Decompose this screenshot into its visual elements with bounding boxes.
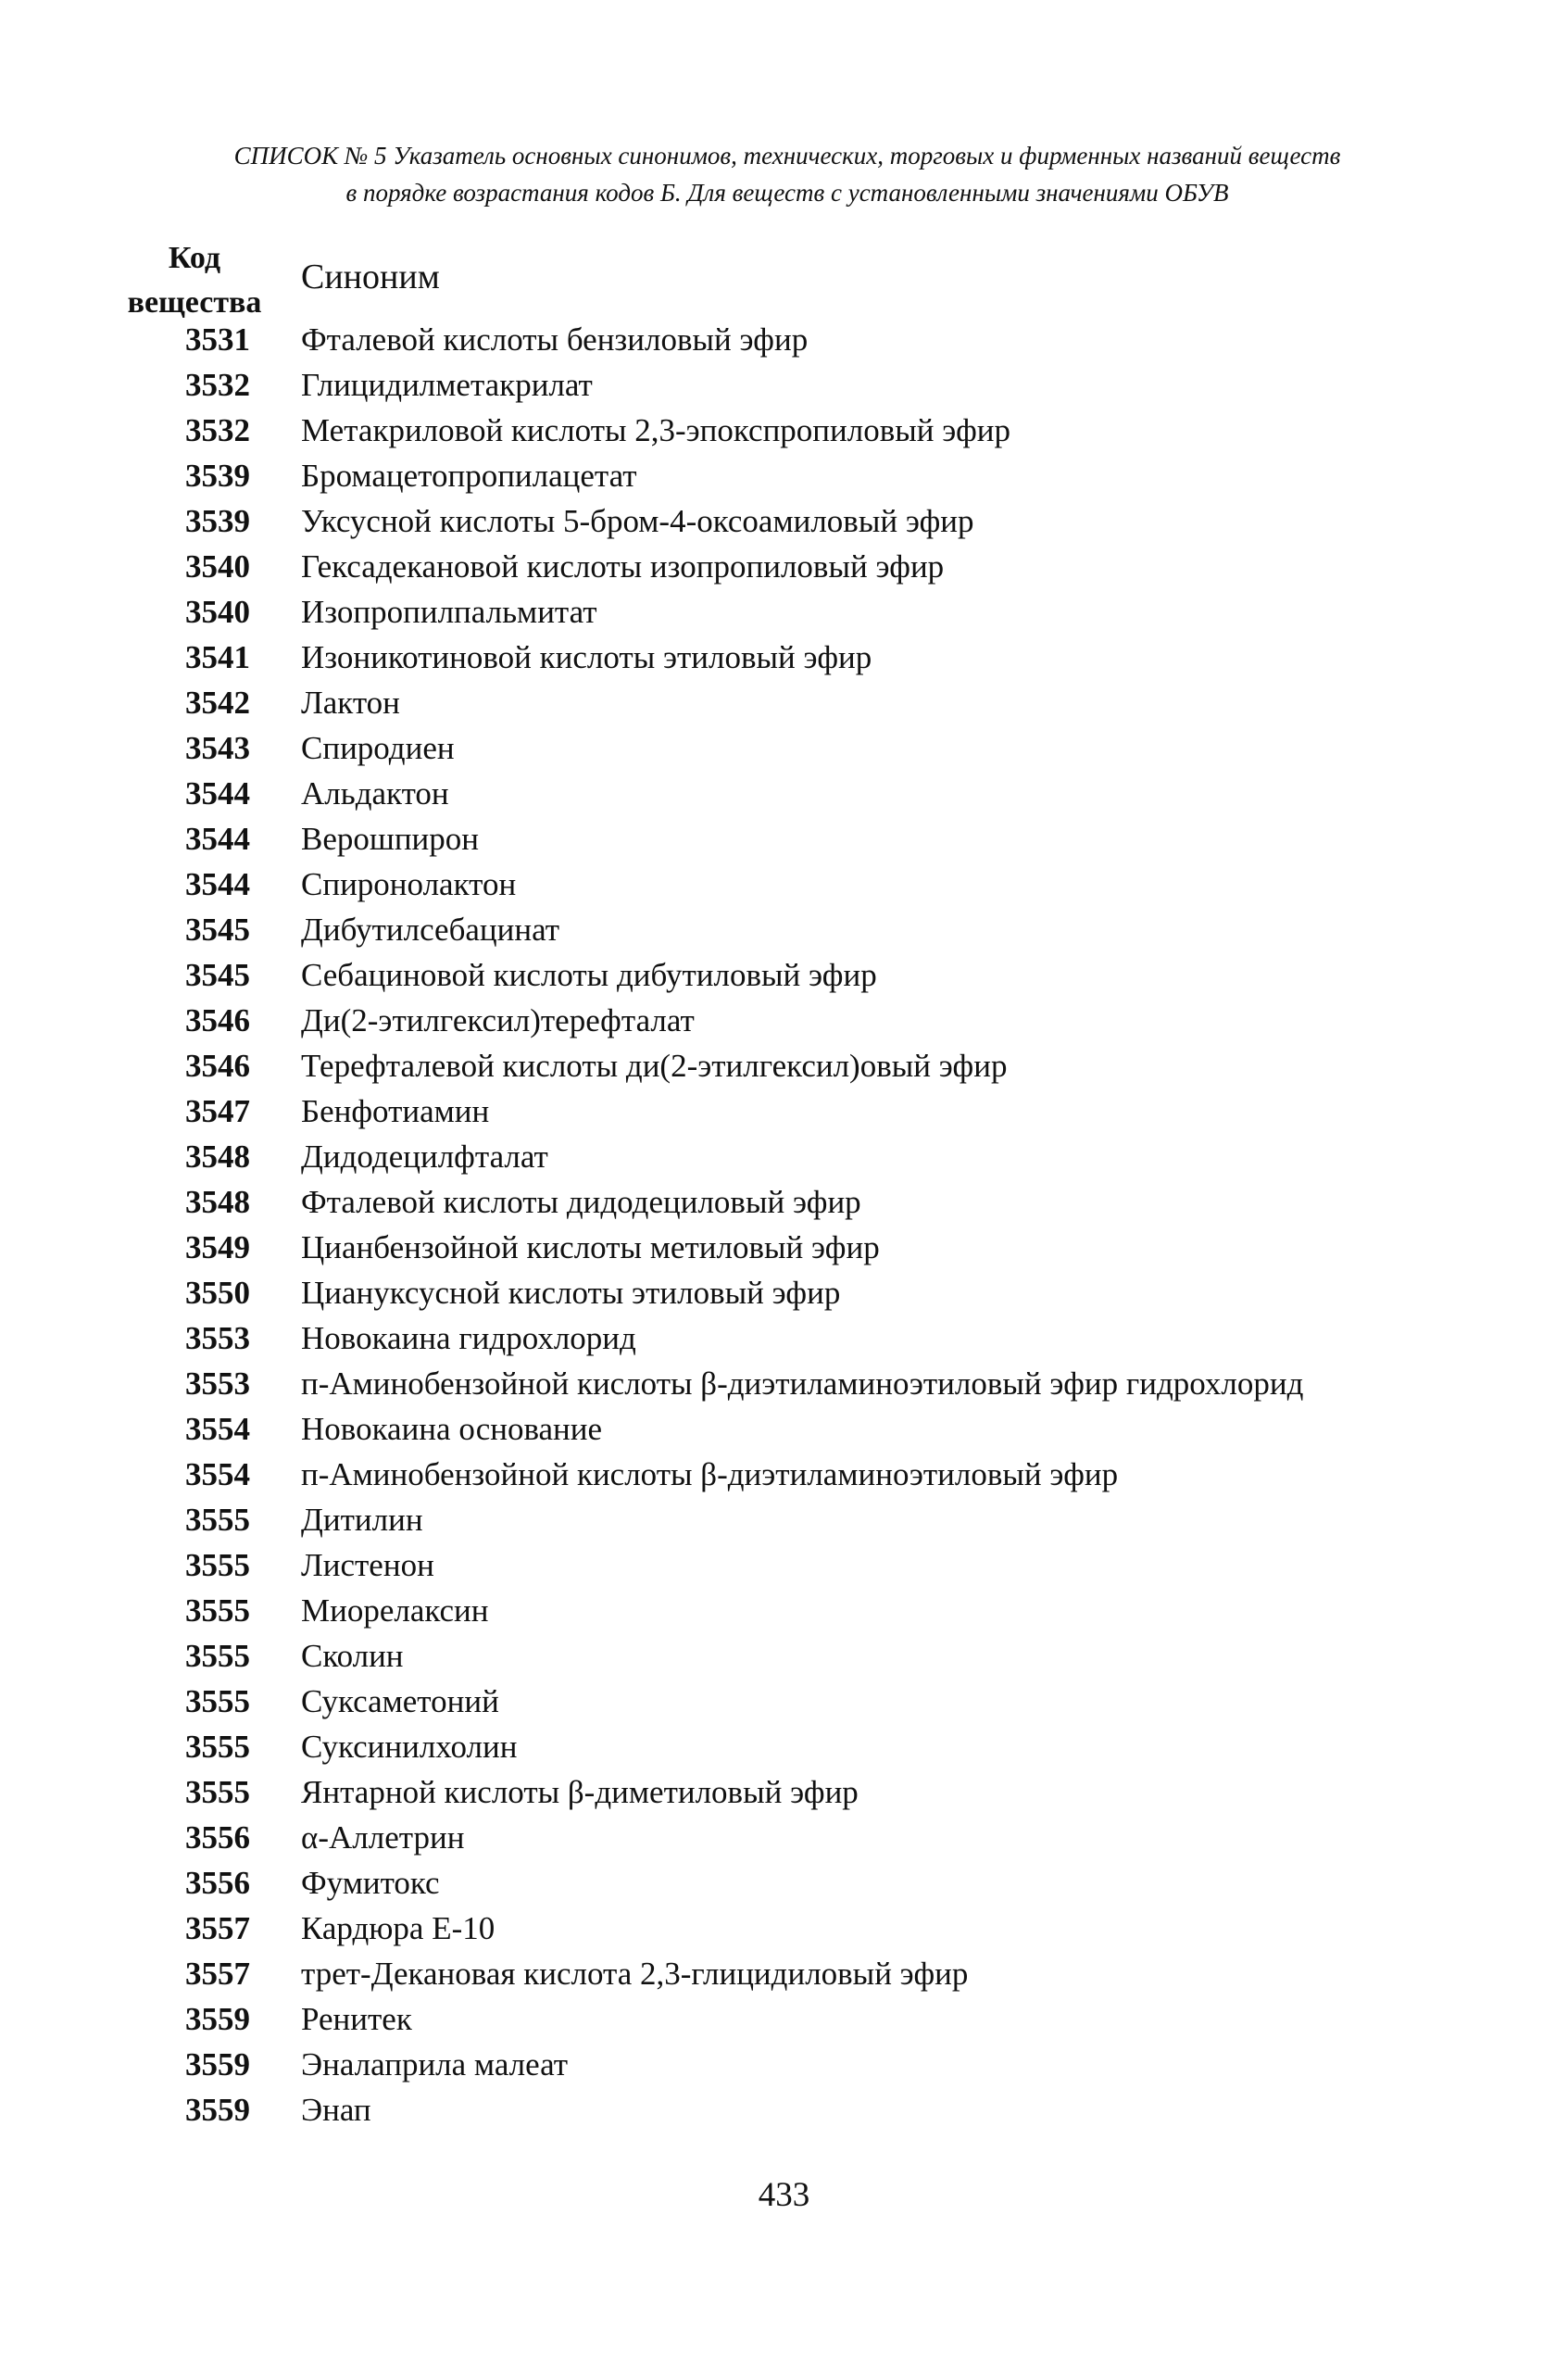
substance-code: 3545 (185, 911, 250, 948)
code-column-header (111, 236, 278, 325)
substance-code: 3554 (185, 1410, 250, 1447)
synonym-text: Суксинилхолин (301, 1728, 518, 1765)
substance-code: 3555 (185, 1501, 250, 1538)
substance-code: 3559 (185, 2091, 250, 2128)
substance-code: 3539 (185, 502, 250, 539)
header-line-2: в порядке возрастания кодов Б. Для веществ с установленными значениями ОБУВ (345, 179, 1229, 207)
table-row (111, 1315, 1519, 1361)
synonym-text: Дитилин (301, 1501, 423, 1538)
substance-code: 3548 (185, 1138, 250, 1175)
substance-code: 3545 (185, 956, 250, 993)
table-row (111, 1043, 1519, 1088)
substance-code: 3531 (185, 321, 250, 358)
page-header (120, 137, 1454, 211)
table-row (111, 589, 1519, 635)
synonym-text: Изопропилпальмитат (301, 593, 597, 630)
table-row (111, 725, 1519, 771)
substance-code: 3544 (185, 865, 250, 902)
substance-code: 3543 (185, 729, 250, 766)
substance-code: 3554 (185, 1455, 250, 1492)
substance-code: 3555 (185, 1546, 250, 1583)
synonym-text: α-Аллетрин (301, 1818, 465, 1856)
substance-code: 3541 (185, 638, 250, 675)
table-row (111, 1906, 1519, 1951)
synonym-column-header: Синоним (301, 258, 440, 296)
synonym-text: Миорелаксин (301, 1592, 489, 1629)
table-row (111, 1270, 1519, 1315)
substance-code: 3555 (185, 1637, 250, 1674)
synonym-text: Энап (301, 2091, 371, 2128)
substance-code: 3544 (185, 774, 250, 812)
synonym-text: Альдактон (301, 774, 449, 812)
table-row (111, 816, 1519, 862)
substance-code: 3556 (185, 1818, 250, 1856)
substance-code: 3544 (185, 820, 250, 857)
synonym-text: Терефталевой кислоты ди(2-этилгексил)овый эфир (301, 1047, 1008, 1084)
substance-code: 3556 (185, 1864, 250, 1901)
substance-code: 3546 (185, 1001, 250, 1038)
substance-code: 3553 (185, 1319, 250, 1356)
table-row (111, 952, 1519, 998)
substance-code: 3559 (185, 2045, 250, 2082)
synonym-text: Суксаметоний (301, 1682, 499, 1719)
table-row (111, 1860, 1519, 1906)
synonym-text: Изоникотиновой кислоты этиловый эфир (301, 638, 872, 675)
substance-code: 3555 (185, 1592, 250, 1629)
synonym-text: п-Аминобензойной кислоты β-диэтиламиноэтиловый эфир (301, 1455, 1119, 1492)
synonym-text: Сколин (301, 1637, 404, 1674)
synonym-table (111, 317, 1519, 2133)
synonym-text: Янтарной кислоты β-диметиловый эфир (301, 1773, 859, 1810)
substance-code: 3553 (185, 1365, 250, 1402)
synonym-text: Бромацетопропилацетат (301, 457, 637, 494)
substance-code: 3547 (185, 1092, 250, 1129)
synonym-text: Гексадекановой кислоты изопропиловый эфир (301, 547, 945, 585)
table-row (111, 1361, 1519, 1406)
table-row (111, 498, 1519, 544)
synonym-text: Новокаина основание (301, 1410, 603, 1447)
page-number: 433 (758, 2176, 810, 2214)
column-headers (111, 236, 1500, 329)
synonym-text: Уксусной кислоты 5-бром-4-оксоамиловый эфир (301, 502, 974, 539)
table-row (111, 1679, 1519, 1724)
table-row (111, 1225, 1519, 1270)
table-row (111, 1633, 1519, 1679)
header-line-1: СПИСОК № 5 Указатель основных синонимов, технических, торговых и фирменных названий веществ (233, 142, 1341, 170)
table-row (111, 1769, 1519, 1815)
synonym-text: Цианбензойной кислоты метиловый эфир (301, 1228, 880, 1265)
table-row (111, 1542, 1519, 1588)
synonym-text: Ди(2-этилгексил)терефталат (301, 1001, 695, 1038)
table-row (111, 362, 1519, 408)
synonym-text: Верошпирон (301, 820, 480, 857)
table-row (111, 1452, 1519, 1497)
substance-code: 3542 (185, 684, 250, 721)
table-row (111, 2087, 1519, 2133)
substance-code: 3557 (185, 1909, 250, 1946)
table-row (111, 680, 1519, 725)
substance-code: 3539 (185, 457, 250, 494)
synonym-text: Себациновой кислоты дибутиловый эфир (301, 956, 877, 993)
table-row (111, 453, 1519, 498)
synonym-text: Циануксусной кислоты этиловый эфир (301, 1274, 841, 1311)
synonym-text: Лактон (301, 684, 400, 721)
synonym-text: Спиронолактон (301, 865, 517, 902)
synonym-text: Эналаприла малеат (301, 2045, 569, 2082)
substance-code: 3555 (185, 1728, 250, 1765)
substance-code: 3548 (185, 1183, 250, 1220)
table-row (111, 1996, 1519, 2042)
synonym-text: Фталевой кислоты бензиловый эфир (301, 321, 809, 358)
table-row (111, 998, 1519, 1043)
substance-code: 3532 (185, 411, 250, 448)
synonym-text: Глицидилметакрилат (301, 366, 593, 403)
synonym-text: Дибутилсебацинат (301, 911, 560, 948)
synonym-text: Ренитек (301, 2000, 412, 2037)
substance-code: 3559 (185, 2000, 250, 2037)
substance-code: 3550 (185, 1274, 250, 1311)
table-row (111, 544, 1519, 589)
table-row (111, 1088, 1519, 1134)
substance-code: 3546 (185, 1047, 250, 1084)
synonym-text: трет-Декановая кислота 2,3-глицидиловый эфир (301, 1955, 969, 1992)
substance-code: 3557 (185, 1955, 250, 1992)
table-row (111, 771, 1519, 816)
table-row (111, 907, 1519, 952)
table-row (111, 1179, 1519, 1225)
table-row (111, 1588, 1519, 1633)
table-row (111, 2042, 1519, 2087)
table-row (111, 317, 1519, 362)
table-row (111, 1815, 1519, 1860)
substance-code: 3540 (185, 547, 250, 585)
synonym-text: Дидодецилфталат (301, 1138, 548, 1175)
substance-code: 3549 (185, 1228, 250, 1265)
table-row (111, 1134, 1519, 1179)
table-row (111, 862, 1519, 907)
substance-code: 3555 (185, 1682, 250, 1719)
table-row (111, 1406, 1519, 1452)
substance-code: 3555 (185, 1773, 250, 1810)
synonym-text: Спиродиен (301, 729, 455, 766)
substance-code: 3532 (185, 366, 250, 403)
table-row (111, 1497, 1519, 1542)
table-row (111, 1724, 1519, 1769)
synonym-text: Листенон (301, 1546, 434, 1583)
code-header-line-2: вещества (127, 285, 262, 320)
synonym-text: п-Аминобензойной кислоты β-диэтиламиноэтиловый эфир гидрохлорид (301, 1365, 1304, 1402)
synonym-text: Кардюра Е-10 (301, 1909, 495, 1946)
substance-code: 3540 (185, 593, 250, 630)
synonym-text: Фумитокс (301, 1864, 440, 1901)
synonym-text: Новокаина гидрохлорид (301, 1319, 636, 1356)
synonym-text: Бенфотиамин (301, 1092, 490, 1129)
synonym-text: Метакриловой кислоты 2,3-эпокспропиловый эфир (301, 411, 1010, 448)
code-header-line-1: Код (168, 241, 221, 275)
table-row (111, 1951, 1519, 1996)
table-row (111, 635, 1519, 680)
table-row (111, 408, 1519, 453)
synonym-text: Фталевой кислоты дидодециловый эфир (301, 1183, 861, 1220)
